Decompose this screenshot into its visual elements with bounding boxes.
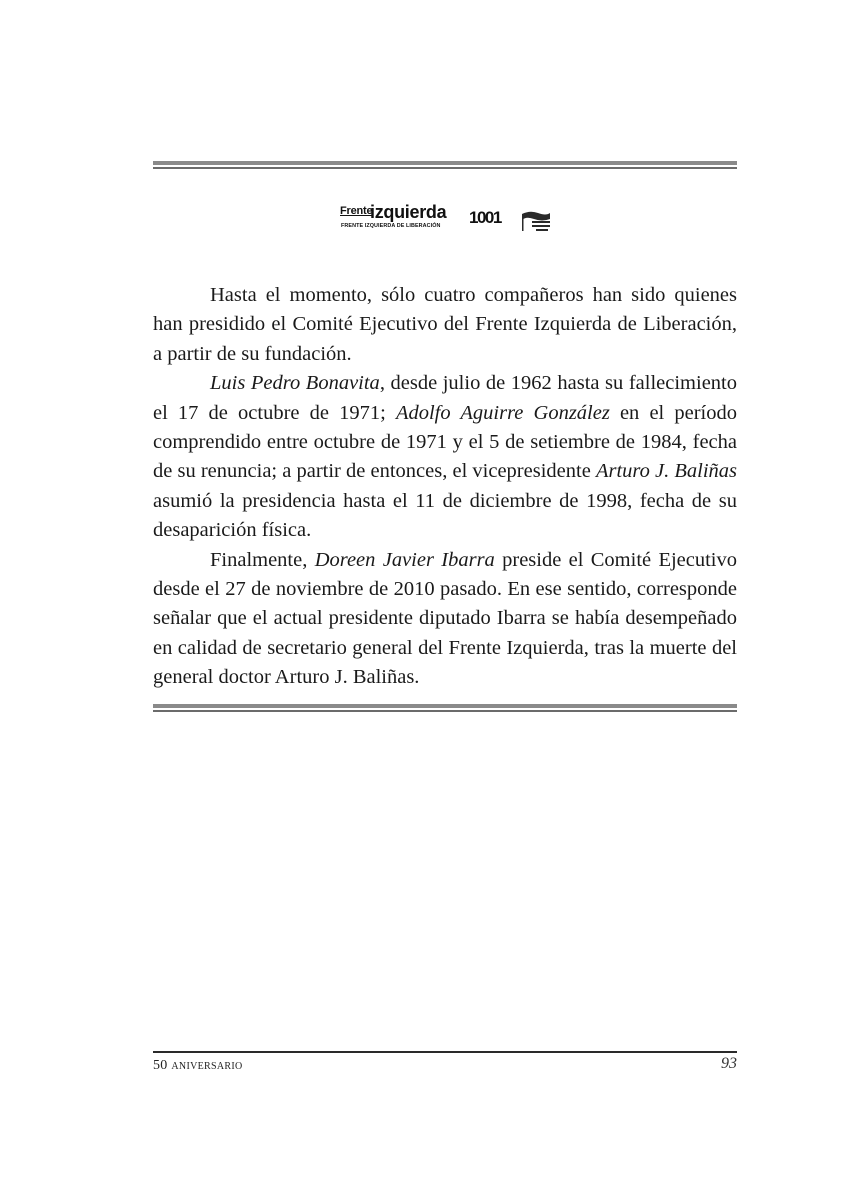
name-bonavita: Luis Pedro Bonavita xyxy=(210,372,380,395)
content-end-rule xyxy=(153,704,737,712)
body-text xyxy=(153,281,737,693)
frente-izquierda-logo xyxy=(340,204,454,232)
name-ibarra: Doreen Javier Ibarra xyxy=(314,548,495,571)
header-rule xyxy=(153,161,737,169)
p2-text-2: en el período comprendido entre octubre de 1971 y el 5 de setiembre de 1984, fecha de su renuncia; a partir de entonces, el vicepresidente xyxy=(153,401,737,483)
logo-izquierda-text: izquierda xyxy=(370,202,447,222)
paragraph-1 xyxy=(153,281,737,369)
page-number: 93 xyxy=(721,1055,737,1072)
p3-text-2: preside el Comité Ejecutivo desde el 27 de noviembre de 2010 pasado. En ese sentido, corresponde señalar que el actual presidente diputado Ibarra se había desempeñado en calidad de secretario general del Frente Izquierda, tras la muerte del general doctor Arturo J. Baliñas. xyxy=(153,548,737,689)
logo-subtitle: FRENTE IZQUIERDA DE LIBERACIÓN xyxy=(341,223,441,229)
p1-text: Hasta el momento, sólo cuatro compañeros han sido quienes han presidido el Comité Ejecutivo del Frente Izquierda de Liberación, a partir de su fundación. xyxy=(153,284,737,365)
name-balinas: Arturo J. Baliñas xyxy=(595,460,737,483)
logo-strip xyxy=(340,204,552,234)
name-aguirre: Adolfo Aguirre González xyxy=(395,401,610,424)
paragraph-3 xyxy=(153,546,737,693)
paragraph-2 xyxy=(153,369,737,545)
p2-text-3: asumió la presidencia hasta el 11 de diciembre de 1998, fecha de su desaparición física. xyxy=(153,489,737,542)
running-footer: 50 aniversario xyxy=(153,1058,243,1073)
logo-frente-text: Frente xyxy=(340,205,373,217)
flag-icon xyxy=(520,210,552,232)
p3-text-1: Finalmente, xyxy=(210,548,315,571)
logo-1001: 1001 xyxy=(469,208,501,227)
p2-text-1: , desde julio de 1962 hasta su fallecimiento el 17 de octubre de 1971; xyxy=(153,372,737,424)
footer-rule xyxy=(153,1051,737,1053)
